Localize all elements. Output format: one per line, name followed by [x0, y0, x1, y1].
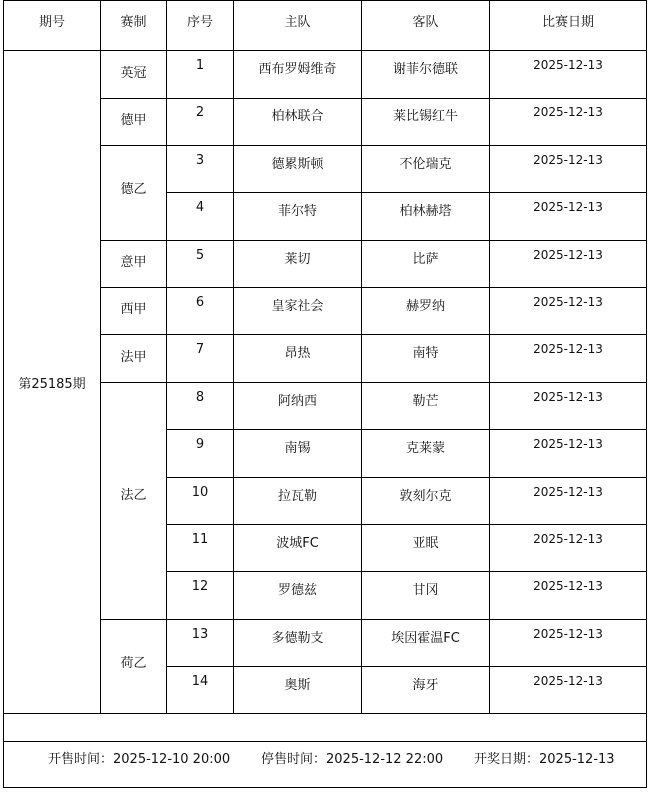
away-team: 亚眠 — [412, 536, 439, 551]
grid-line — [167, 571, 647, 572]
header-league: 赛制 — [120, 14, 147, 30]
home-team: 德累斯顿 — [271, 157, 324, 172]
grid-line — [167, 382, 647, 383]
grid-line — [167, 287, 647, 288]
grid-line — [167, 240, 647, 241]
match-no: 4 — [195, 200, 205, 215]
home-team: 罗德兹 — [277, 583, 317, 598]
away-team: 勒芒 — [412, 394, 439, 409]
home-team: 阿纳西 — [277, 394, 317, 409]
match-no: 11 — [191, 532, 209, 547]
issue-label: 第25185期 — [18, 376, 86, 392]
league-cell: 法甲 — [120, 349, 147, 365]
match-date: 2025-12-13 — [533, 58, 603, 72]
grid-line — [489, 0, 490, 713]
away-team: 敦刻尔克 — [399, 489, 452, 504]
grid-line — [3, 713, 647, 714]
home-team: 西布罗姆维奇 — [258, 62, 337, 77]
away-team: 克莱蒙 — [405, 441, 445, 456]
match-no: 14 — [191, 674, 209, 689]
grid-line — [101, 98, 167, 99]
match-no: 3 — [195, 153, 205, 168]
match-date: 2025-12-13 — [533, 532, 603, 546]
grid-line — [101, 382, 167, 383]
match-date: 2025-12-13 — [533, 485, 603, 499]
grid-line — [101, 145, 167, 146]
grid-line — [100, 0, 101, 713]
draw-date: 开奖日期：2025-12-13 — [474, 752, 615, 767]
league-cell: 意甲 — [120, 254, 147, 270]
home-team: 南锡 — [284, 441, 311, 456]
match-no: 9 — [195, 437, 205, 452]
grid-line — [167, 192, 647, 193]
home-team: 柏林联合 — [271, 109, 324, 124]
league-cell: 法乙 — [120, 487, 147, 503]
home-team: 莱切 — [284, 252, 311, 267]
match-no: 5 — [195, 248, 205, 263]
header-away: 客队 — [412, 14, 439, 30]
match-date: 2025-12-13 — [533, 153, 603, 167]
match-date: 2025-12-13 — [533, 579, 603, 593]
header-home: 主队 — [284, 14, 311, 30]
match-no: 10 — [191, 485, 209, 500]
grid-line — [101, 619, 167, 620]
sale-open-time: 开售时间：2025-12-10 20:00 — [48, 752, 231, 767]
match-no: 12 — [191, 579, 209, 594]
grid-line — [167, 429, 647, 430]
match-no: 2 — [195, 105, 205, 120]
league-cell: 英冠 — [120, 65, 147, 81]
match-date: 2025-12-13 — [533, 437, 603, 451]
grid-line — [3, 741, 647, 742]
grid-line — [166, 0, 167, 713]
grid-line — [101, 334, 167, 335]
away-team: 海牙 — [412, 678, 439, 693]
away-team: 柏林赫塔 — [399, 204, 452, 219]
away-team: 比萨 — [412, 252, 439, 267]
home-team: 奥斯 — [284, 678, 311, 693]
grid-line — [167, 477, 647, 478]
away-team: 甘冈 — [412, 583, 439, 598]
away-team: 南特 — [412, 346, 439, 361]
league-cell: 西甲 — [120, 301, 147, 317]
grid-line — [361, 0, 362, 713]
league-cell: 德甲 — [120, 112, 147, 128]
match-no: 13 — [191, 627, 209, 642]
match-date: 2025-12-13 — [533, 674, 603, 688]
home-team: 波城FC — [276, 536, 319, 551]
match-no: 8 — [195, 390, 205, 405]
sale-close-time: 停售时间：2025-12-12 22:00 — [261, 752, 444, 767]
grid-line — [167, 619, 647, 620]
match-date: 2025-12-13 — [533, 248, 603, 262]
header-issue: 期号 — [38, 14, 65, 30]
away-team: 不伦瑞克 — [399, 157, 452, 172]
grid-line — [167, 98, 647, 99]
league-cell: 荷乙 — [120, 656, 147, 671]
match-date: 2025-12-13 — [533, 627, 603, 641]
grid-line — [101, 287, 167, 288]
home-team: 多德勒支 — [271, 631, 324, 646]
grid-line — [167, 145, 647, 146]
match-date: 2025-12-13 — [533, 295, 603, 309]
home-team: 昂热 — [284, 346, 311, 361]
match-no: 1 — [195, 58, 205, 73]
home-team: 菲尔特 — [277, 204, 317, 219]
home-team: 皇家社会 — [271, 299, 324, 314]
match-date: 2025-12-13 — [533, 342, 603, 356]
away-team: 谢菲尔德联 — [392, 62, 458, 77]
away-team: 埃因霍温FC — [391, 631, 460, 646]
grid-line — [167, 334, 647, 335]
header-no: 序号 — [186, 14, 213, 30]
grid-line — [101, 240, 167, 241]
league-cell: 德乙 — [120, 182, 147, 197]
match-no: 7 — [195, 342, 205, 357]
away-team: 赫罗纳 — [405, 299, 445, 314]
away-team: 莱比锡红牛 — [392, 109, 458, 124]
header-date: 比赛日期 — [541, 14, 594, 30]
match-date: 2025-12-13 — [533, 105, 603, 119]
match-date: 2025-12-13 — [533, 200, 603, 214]
match-no: 6 — [195, 295, 205, 310]
grid-line — [167, 666, 647, 667]
grid-line — [167, 524, 647, 525]
grid-line — [233, 0, 234, 713]
match-date: 2025-12-13 — [533, 390, 603, 404]
home-team: 拉瓦勒 — [277, 489, 317, 504]
